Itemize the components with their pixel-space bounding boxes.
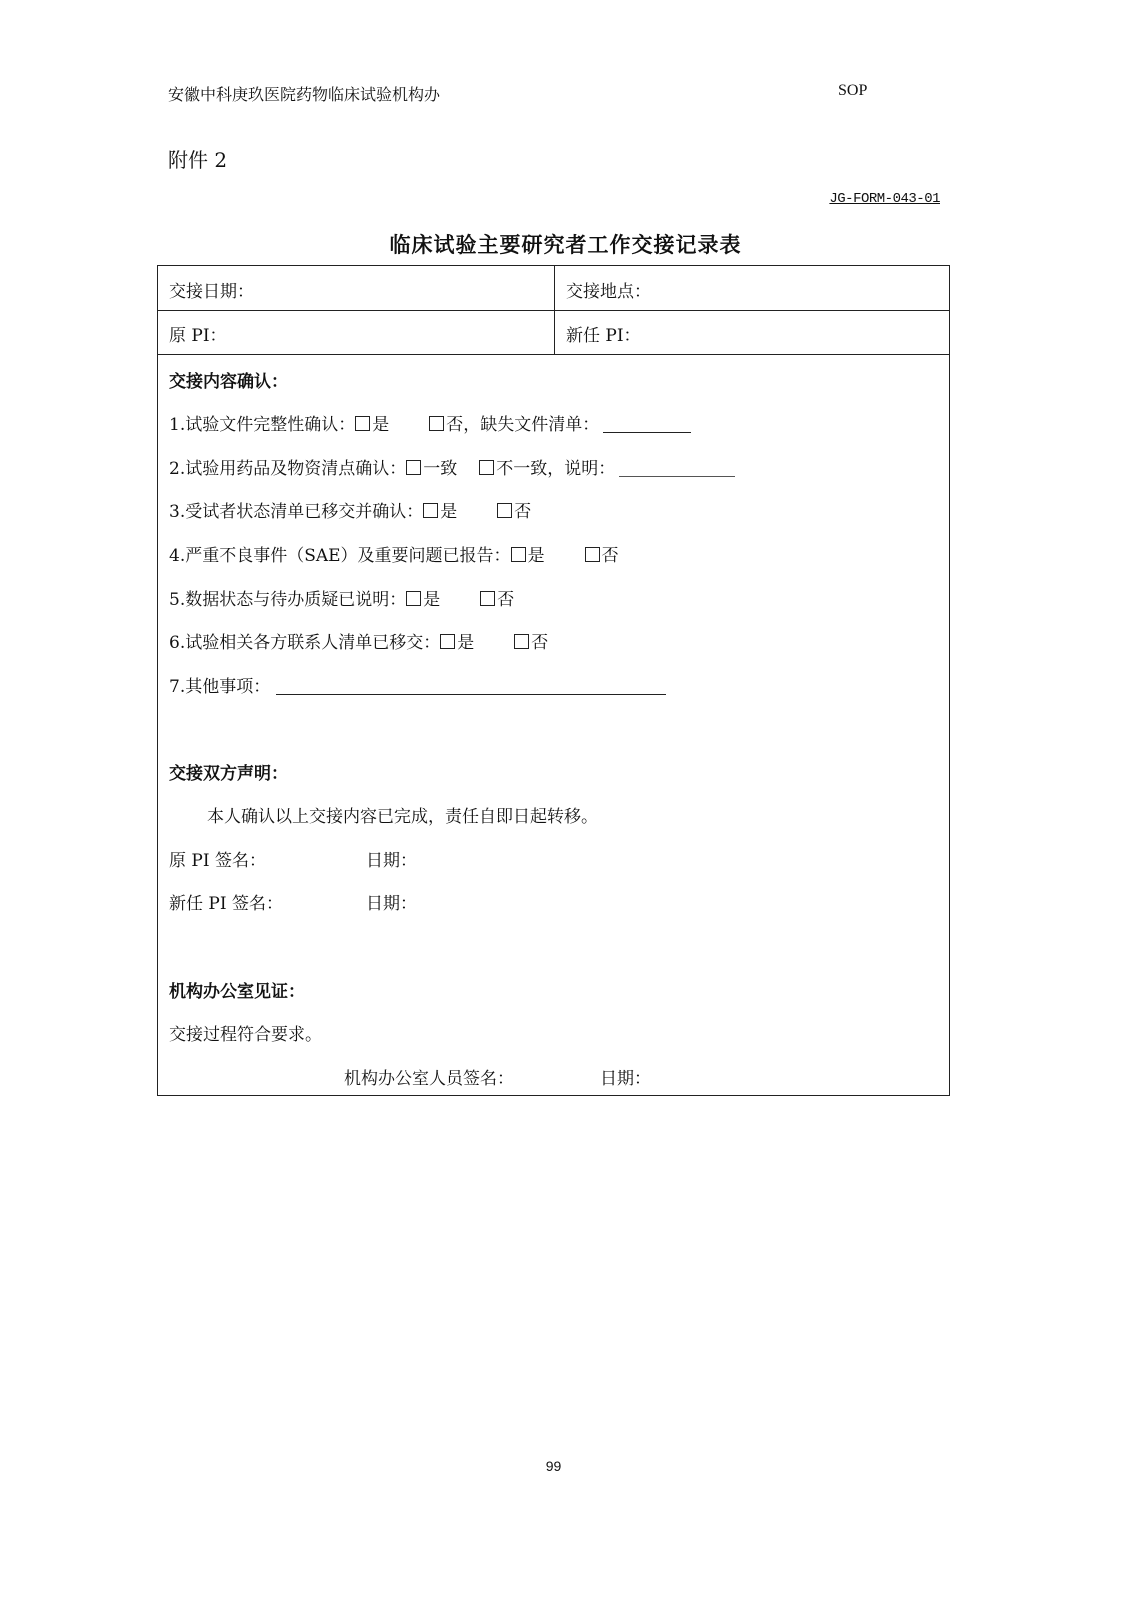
checkbox-yes[interactable] [406, 585, 440, 610]
checkbox-no[interactable] [585, 541, 619, 566]
office-staff-date[interactable]: 日期： [600, 1069, 651, 1089]
checkbox-icon[interactable] [440, 634, 455, 649]
item-4 [169, 541, 619, 566]
option-label: 是 [527, 546, 545, 566]
option-label: 一致 [423, 459, 458, 479]
option-label: 否 [514, 502, 532, 522]
checkbox-yes[interactable] [355, 410, 389, 435]
checkbox-icon[interactable] [585, 547, 600, 562]
checkbox-no[interactable] [514, 628, 548, 653]
checkbox-no[interactable] [429, 410, 463, 435]
page-number: 99 [545, 1458, 562, 1474]
item-suffix: ，说明： [547, 459, 616, 479]
option-label: 否 [601, 546, 619, 566]
checkbox-icon[interactable] [406, 460, 421, 475]
option-label: 是 [440, 502, 458, 522]
checkbox-no[interactable] [480, 585, 514, 610]
option-label: 是 [457, 633, 475, 653]
new-pi-signature[interactable]: 新任 PI 签名： [169, 894, 283, 914]
option-label: 不一致 [496, 459, 548, 479]
item-3 [169, 497, 531, 522]
other-matters-blank[interactable] [276, 680, 666, 695]
witness-text: 交接过程符合要求。 [169, 1025, 322, 1045]
checkbox-yes[interactable] [511, 541, 545, 566]
form-title: 临床试验主要研究者工作交接记录表 [389, 232, 742, 257]
checkbox-icon[interactable] [355, 416, 370, 431]
declaration-text: 本人确认以上交接内容已完成，责任自即日起转移。 [207, 807, 598, 827]
item-label: 4.严重不良事件（SAE）及重要问题已报告： [169, 546, 511, 566]
header-org: 安徽中科庚玖医院药物临床试验机构办 [168, 85, 441, 104]
attachment-label: 附件 2 [168, 148, 228, 172]
checkbox-inconsistent[interactable] [479, 454, 547, 479]
witness-heading: 机构办公室见证： [169, 982, 305, 1002]
explanation-blank[interactable] [619, 462, 735, 477]
old-pi-signature[interactable]: 原 PI 签名： [169, 851, 266, 871]
content-heading: 交接内容确认： [169, 372, 288, 392]
checkbox-icon[interactable] [497, 503, 512, 518]
item-6 [169, 628, 548, 653]
form-code: JG-FORM-043-01 [829, 191, 940, 207]
option-label: 否 [446, 415, 464, 435]
handover-place-field[interactable]: 交接地点： [566, 282, 651, 302]
checkbox-consistent[interactable] [406, 454, 457, 479]
item-suffix: ，缺失文件清单： [463, 415, 600, 435]
item-2 [169, 454, 735, 479]
row-divider [158, 354, 949, 355]
old-pi-date[interactable]: 日期： [366, 851, 417, 871]
item-label: 1.试验文件完整性确认： [169, 415, 356, 435]
checkbox-icon[interactable] [514, 634, 529, 649]
item-label: 6.试验相关各方联系人清单已移交： [169, 633, 441, 653]
checkbox-no[interactable] [497, 497, 531, 522]
option-label: 否 [531, 633, 549, 653]
handover-date-field[interactable]: 交接日期： [169, 282, 254, 302]
item-7 [169, 672, 666, 697]
header-doc-type: SOP [838, 82, 868, 99]
item-5 [169, 585, 514, 610]
item-label: 5.数据状态与待办质疑已说明： [169, 590, 407, 610]
handover-table [157, 265, 950, 1096]
checkbox-icon[interactable] [479, 460, 494, 475]
checkbox-yes[interactable] [440, 628, 474, 653]
checkbox-yes[interactable] [423, 497, 457, 522]
checkbox-icon[interactable] [511, 547, 526, 562]
item-label: 2.试验用药品及物资清点确认： [169, 459, 407, 479]
checkbox-icon[interactable] [429, 416, 444, 431]
checkbox-icon[interactable] [406, 591, 421, 606]
new-pi-date[interactable]: 日期： [366, 894, 417, 914]
item-1 [169, 410, 691, 435]
new-pi-field[interactable]: 新任 PI： [566, 326, 641, 346]
item-label: 3.受试者状态清单已移交并确认： [169, 502, 424, 522]
missing-files-blank[interactable] [603, 418, 691, 433]
checkbox-icon[interactable] [423, 503, 438, 518]
option-label: 是 [372, 415, 390, 435]
old-pi-field[interactable]: 原 PI： [169, 326, 227, 346]
option-label: 否 [497, 590, 515, 610]
office-staff-signature[interactable]: 机构办公室人员签名： [344, 1069, 514, 1089]
item-label: 7.其他事项： [169, 677, 271, 697]
option-label: 是 [423, 590, 441, 610]
declaration-heading: 交接双方声明： [169, 764, 288, 784]
column-divider [554, 266, 555, 354]
checkbox-icon[interactable] [480, 591, 495, 606]
